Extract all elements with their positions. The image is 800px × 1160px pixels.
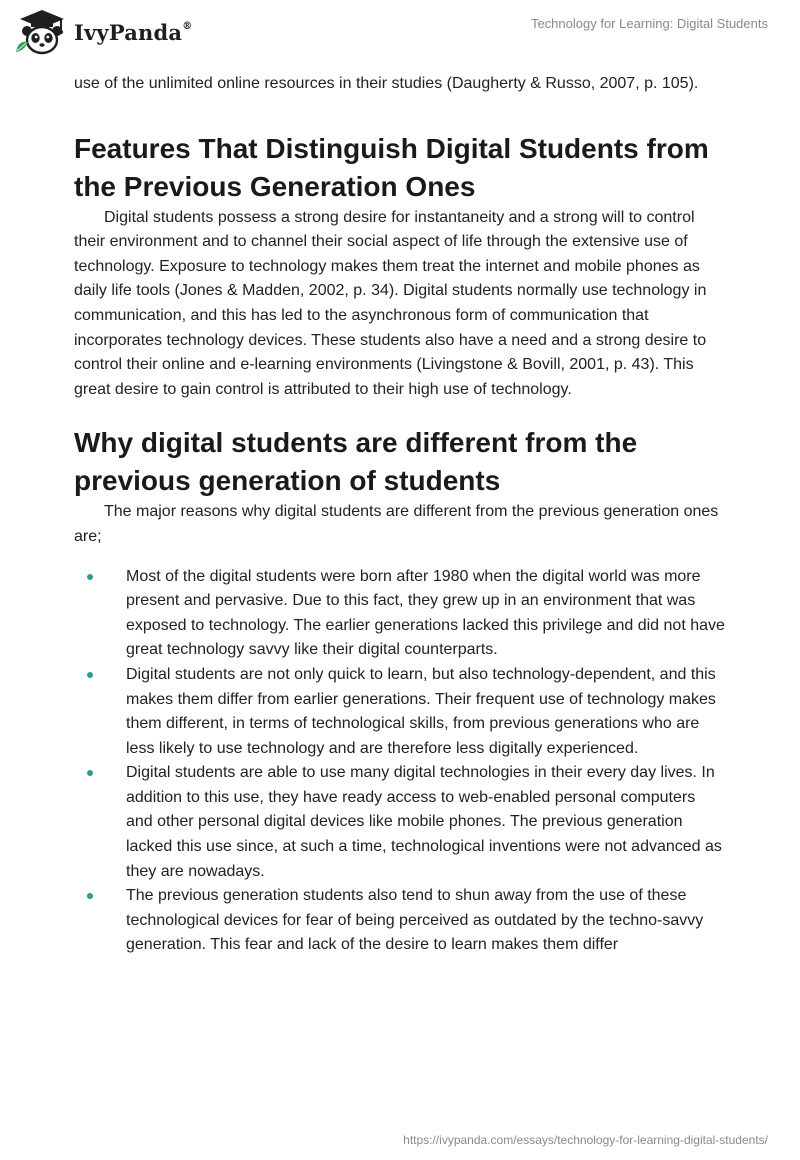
section-heading-features: Features That Distinguish Digital Students from the Previous Generation Ones: [74, 132, 709, 202]
bullet-dot-icon: [87, 893, 93, 899]
registered-mark: ®: [182, 20, 193, 32]
list-item-text: Digital students are not only quick to learn, but also technology-dependent, and this makes them differ from earlier generations. Their frequent use of technology makes them different, in terms of technological skills, from previous generations who are less likely to use technology and are therefore less digitally experienced.: [126, 665, 716, 757]
differences-list: [74, 565, 726, 959]
section-paragraph-features: Digital students possess a strong desire for instantaneity and a strong will to control their environment and to channel their social aspect of life through the extensive use of technology. Exposure to technology makes them treat the internet and mobile phones as daily life tools (Jones & Madden, 2002, p. 34). Digital students normally use technology in communication, and this has led to the asynchronous form of communication that incorporates technology devices. These students also have a need and a strong desire to control their online and e-learning environments (Livingstone & Bovill, 2001, p. 43). This great desire to gain control is attributed to their high use of technology.: [74, 208, 707, 398]
list-item-text: Digital students are able to use many digital technologies in their every day lives. In addition to this use, they have ready access to web-enabled personal computers and other personal digital devices like mobile phones. The previous generation lacked this use since, at such a time, technological inventions were not advanced as they are nowadays.: [126, 764, 722, 880]
list-item: [74, 565, 726, 663]
list-item-text: Most of the digital students were born after 1980 when the digital world was more present and pervasive. Due to this fact, they grew up in an environment that was exposed to technology. The earlier generations lacked this privilege and did not have great technology savvy like their digital counterparts.: [126, 567, 725, 659]
list-item: [74, 663, 726, 761]
section-paragraph-differences: The major reasons why digital students are different from the previous generation ones are;: [74, 503, 719, 545]
bullet-dot-icon: [87, 672, 93, 678]
page-header: [0, 0, 800, 64]
ivypanda-logo[interactable]: [14, 8, 192, 56]
bullet-dot-icon: [87, 770, 93, 776]
section-heading-differences: Why digital students are different from the previous generation of students: [74, 427, 638, 497]
panda-graduate-icon: [14, 8, 70, 56]
essay-content: [74, 72, 726, 958]
list-item: [74, 761, 726, 884]
list-item: [74, 884, 726, 958]
brand-name: IvyPanda®: [74, 19, 193, 45]
bullet-dot-icon: [87, 574, 93, 580]
list-item-text: The previous generation students also tend to shun away from the use of these technological devices for fear of being perceived as outdated by the techno-savvy generation. This fear and lack of the desire to learn makes them differ: [126, 887, 704, 954]
source-url-link[interactable]: https://ivypanda.com/essays/technology-for-learning-digital-students/: [403, 1133, 768, 1147]
intro-paragraph: use of the unlimited online resources in their studies (Daugherty & Russo, 2007, p. 105).: [74, 75, 699, 92]
document-title: Technology for Learning: Digital Students: [530, 16, 768, 31]
